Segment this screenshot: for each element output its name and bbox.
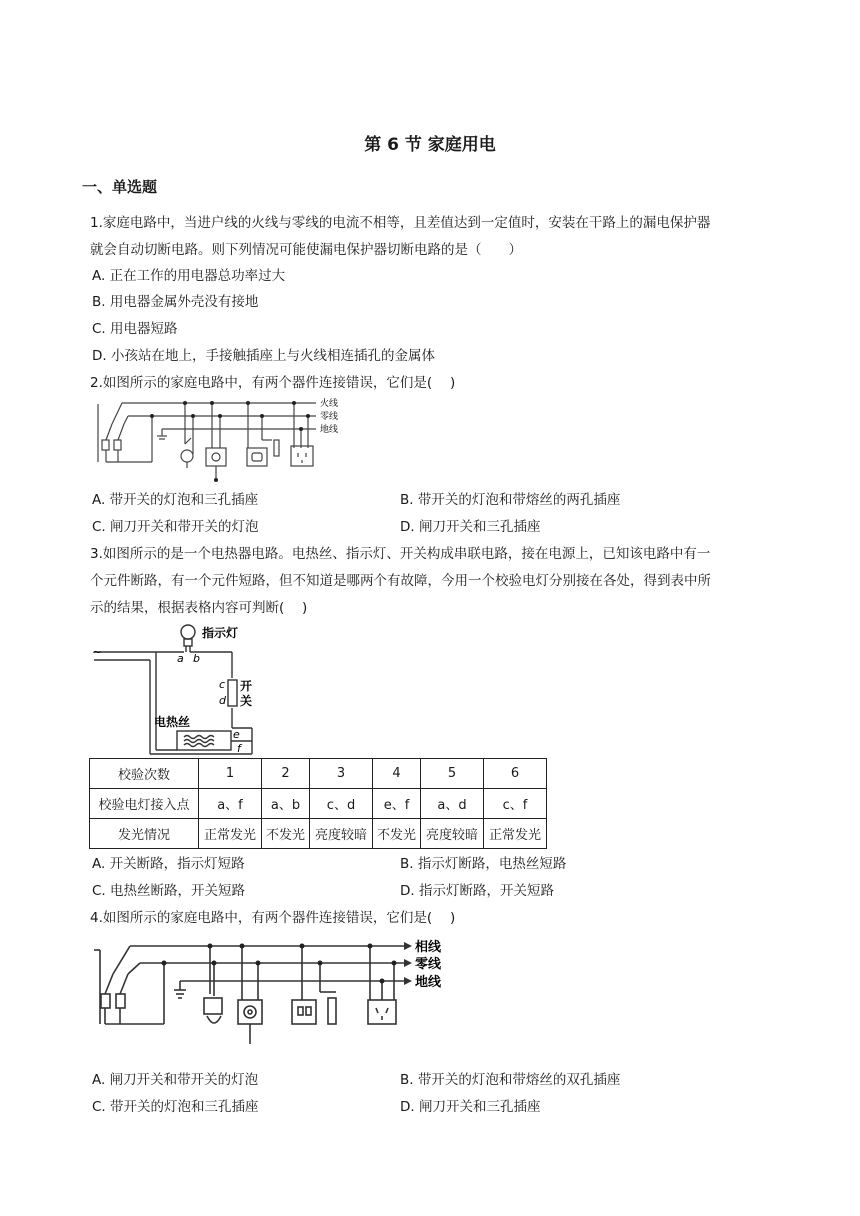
q2-circuit-figure (92, 396, 362, 488)
q3-point-b: b (193, 652, 200, 665)
table-cell: 发光情况 (90, 819, 199, 849)
q3-point-e: e (233, 728, 240, 741)
q3-label-lamp: 指示灯 (202, 626, 239, 640)
q4-label-neutral: 零线 (415, 957, 442, 972)
table-cell: e、f (373, 789, 421, 819)
q3-label-switch-1: 开 (240, 679, 253, 693)
table-cell: 正常发光 (199, 819, 262, 849)
q3-point-a: a (177, 652, 184, 665)
q2-label-earth: 地线 (320, 425, 339, 435)
q4-option-d[interactable]: D. 闸刀开关和三孔插座 (400, 1099, 541, 1115)
table-cell: 4 (373, 759, 421, 789)
q3-stem-line-1: 3.如图所示的是一个电热器电路。电热丝、指示灯、开关构成串联电路，接在电源上，已知该电路中有一 (90, 546, 711, 562)
table-row (90, 789, 547, 819)
q3-point-c: c (219, 678, 226, 691)
table-cell: 校验电灯接入点 (90, 789, 199, 819)
q3-ac-symbol: ~ (92, 645, 103, 659)
table-cell: a、b (262, 789, 310, 819)
q2-label-live: 火线 (320, 399, 339, 409)
q3-option-c[interactable]: C. 电热丝断路，开关短路 (92, 883, 246, 899)
table-cell: 不发光 (373, 819, 421, 849)
table-cell: 5 (421, 759, 484, 789)
q1-stem-line-1: 1.家庭电路中，当进户线的火线与零线的电流不相等，且差值达到一定值时，安装在干路上的漏电保护器 (90, 215, 711, 231)
table-cell: a、f (199, 789, 262, 819)
q2-label-neutral: 零线 (320, 412, 339, 422)
q4-circuit-figure (92, 936, 454, 1056)
q2-option-a[interactable]: A. 带开关的灯泡和三孔插座 (92, 492, 259, 508)
q2-stem: 2.如图所示的家庭电路中，有两个器件连接错误，它们是( ) (90, 375, 456, 391)
q4-label-earth: 地线 (415, 975, 442, 990)
q3-stem-line-3: 示的结果，根据表格内容可判断( ) (90, 600, 308, 616)
q1-option-d[interactable]: D. 小孩站在地上，手接触插座上与火线相连插孔的金属体 (92, 348, 435, 364)
q1-option-b[interactable]: B. 用电器金属外壳没有接地 (92, 294, 259, 310)
q4-option-a[interactable]: A. 闸刀开关和带开关的灯泡 (92, 1072, 259, 1088)
q3-option-b[interactable]: B. 指示灯断路，电热丝短路 (400, 856, 567, 872)
table-cell: a、d (421, 789, 484, 819)
q3-point-d: d (219, 694, 226, 707)
q3-heater-circuit-figure (92, 620, 282, 758)
table-cell: c、d (310, 789, 373, 819)
table-cell: c、f (484, 789, 547, 819)
table-cell: 3 (310, 759, 373, 789)
table-cell: 亮度较暗 (310, 819, 373, 849)
q3-label-heater: 电热丝 (154, 715, 191, 729)
q4-label-phase: 相线 (415, 940, 442, 955)
table-cell: 正常发光 (484, 819, 547, 849)
table-cell: 亮度较暗 (421, 819, 484, 849)
q3-option-a[interactable]: A. 开关断路，指示灯短路 (92, 856, 245, 872)
q1-stem-line-2: 就会自动切断电路。则下列情况可能使漏电保护器切断电路的是（ ） (90, 242, 522, 258)
q3-point-f: f (237, 742, 241, 755)
q2-option-b[interactable]: B. 带开关的灯泡和带熔丝的两孔插座 (400, 492, 621, 508)
page-title: 第 6 节 家庭用电 (364, 135, 496, 155)
table-cell: 1 (199, 759, 262, 789)
q3-check-table (89, 758, 547, 849)
table-cell: 不发光 (262, 819, 310, 849)
q2-option-d[interactable]: D. 闸刀开关和三孔插座 (400, 519, 541, 535)
q4-option-b[interactable]: B. 带开关的灯泡和带熔丝的双孔插座 (400, 1072, 621, 1088)
table-cell: 6 (484, 759, 547, 789)
q4-stem: 4.如图所示的家庭电路中，有两个器件连接错误，它们是( ) (90, 910, 456, 926)
q3-option-d[interactable]: D. 指示灯断路，开关短路 (400, 883, 554, 899)
table-cell: 2 (262, 759, 310, 789)
q2-option-c[interactable]: C. 闸刀开关和带开关的灯泡 (92, 519, 259, 535)
q1-option-c[interactable]: C. 用电器短路 (92, 321, 178, 337)
q4-option-c[interactable]: C. 带开关的灯泡和三孔插座 (92, 1099, 259, 1115)
q3-stem-line-2: 个元件断路，有一个元件短路，但不知道是哪两个有故障，今用一个校验电灯分别接在各处，得到表中所 (90, 573, 711, 589)
table-row (90, 759, 547, 789)
section-heading: 一、单选题 (82, 178, 158, 196)
q3-label-switch-2: 关 (240, 694, 253, 708)
q1-option-a[interactable]: A. 正在工作的用电器总功率过大 (92, 268, 286, 284)
table-cell: 校验次数 (90, 759, 199, 789)
table-row (90, 819, 547, 849)
